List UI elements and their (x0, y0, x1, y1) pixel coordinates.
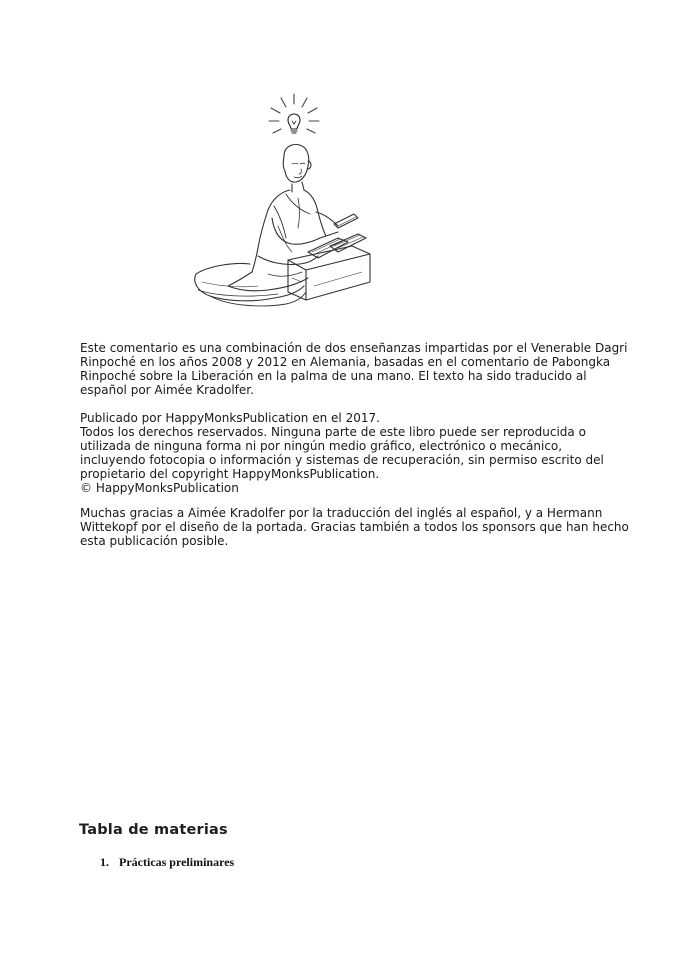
acknowledgements-paragraph (80, 506, 629, 548)
monk-drawing-icon (188, 86, 388, 318)
intro-paragraph (80, 341, 628, 397)
text-line: Rinpoché en los años 2008 y 2012 en Alemania, basadas en el comentario de Pabongka (80, 355, 611, 369)
toc-heading: Tabla de materias (79, 822, 228, 838)
text-line: © HappyMonksPublication (80, 481, 239, 495)
text-line: español por Aimée Kradolfer. (80, 383, 254, 397)
toc-item[interactable] (100, 855, 234, 870)
text-line: Todos los derechos reservados. Ninguna parte de este libro puede ser reproducida o (80, 425, 586, 439)
toc-item-number: 1. (100, 855, 109, 869)
text-line: utilizada de ninguna forma ni por ningún medio gráfico, electrónico o mecánico, (80, 439, 563, 453)
toc-item-label[interactable]: Prácticas preliminares (119, 855, 235, 869)
meditation-cushion (195, 263, 306, 305)
lightbulb (288, 114, 300, 133)
text-line: Este comentario es una combinación de dos enseñanzas impartidas por el Venerable Dagri (80, 341, 628, 355)
text-line: Rinpoché sobre la Liberación en la palma de una mano. El texto ha sido traducido al (80, 369, 587, 383)
scripture-pages (308, 214, 366, 258)
monk-reading-illustration (188, 86, 388, 318)
copyright-paragraph (80, 411, 604, 495)
text-line: Wittekopf por el diseño de la portada. Gracias también a todos los sponsors que han hecho (80, 520, 629, 534)
monk-head (283, 144, 311, 192)
text-line: Muchas gracias a Aimée Kradolfer por la traducción del inglés al español, y a Hermann (80, 506, 603, 520)
text-line: esta publicación posible. (80, 534, 229, 548)
text-line: Publicado por HappyMonksPublication en el 2017. (80, 411, 380, 425)
toc-list (100, 855, 234, 870)
text-line: incluyendo fotocopia o información y sistemas de recuperación, sin permiso escrito del (80, 453, 604, 467)
text-line: propietario del copyright HappyMonksPublication. (80, 467, 380, 481)
monk-robe (228, 190, 338, 291)
